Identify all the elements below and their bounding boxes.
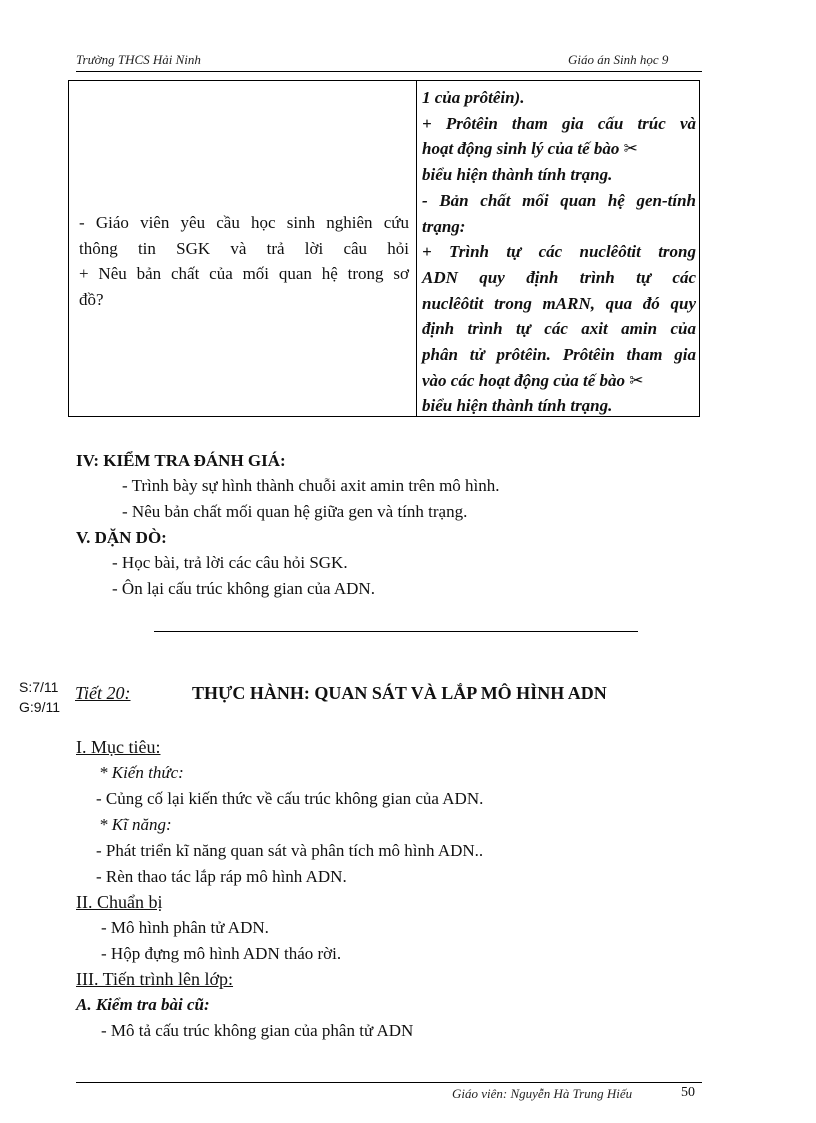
section-4-item: - Trình bày sự hình thành chuỗi axit amin trên mô hình. xyxy=(122,476,500,495)
preparation-title: II. Chuẩn bị xyxy=(76,892,163,912)
objectives-title: I. Mục tiêu: xyxy=(76,737,161,757)
process-sub-a-item: - Mô tả cấu trúc không gian của phân tử ADN xyxy=(101,1021,414,1040)
table-right-cell xyxy=(422,85,696,419)
preparation-item: - Hộp đựng mô hình ADN tháo rời. xyxy=(101,944,342,963)
header-school: Trường THCS Hải Ninh xyxy=(76,52,201,67)
section-5-item: - Học bài, trả lời các câu hỏi SGK. xyxy=(112,553,348,572)
table-column-divider xyxy=(416,81,417,416)
page-number: 50 xyxy=(681,1085,695,1100)
right-line-with-icon xyxy=(422,368,696,394)
section-5-item: - Ôn lại cấu trúc không gian của ADN. xyxy=(112,579,375,598)
right-line: định trình tự các axit amin của xyxy=(422,319,696,339)
date-teach: G:9/11 xyxy=(19,699,60,715)
section-separator xyxy=(154,631,638,632)
right-line: vào các hoạt động của tế bào xyxy=(422,370,626,390)
header-subject: Giáo án Sinh học 9 xyxy=(568,52,669,67)
right-line: hoạt động sinh lý của tế bào xyxy=(422,139,620,159)
right-line: biểu hiện thành tính trạng. xyxy=(422,396,613,416)
right-line: ADN quy định trình tự các xyxy=(422,267,696,287)
right-line: 1 của prôtêin). xyxy=(422,88,525,107)
lesson-title: THỰC HÀNH: QUAN SÁT VÀ LẮP MÔ HÌNH ADN xyxy=(192,683,607,703)
process-title: III. Tiến trình lên lớp: xyxy=(76,969,234,989)
right-line-with-icon xyxy=(422,136,696,162)
right-line: + Trình tự các nuclêôtit trong xyxy=(422,242,696,262)
table-left-cell xyxy=(79,210,409,313)
footer-teacher: Giáo viên: Nguyễn Hà Trung Hiếu xyxy=(452,1086,633,1101)
lesson-dates xyxy=(19,677,60,717)
skill-item: - Rèn thao tác lắp ráp mô hình ADN. xyxy=(96,867,347,886)
date-study: S:7/11 xyxy=(19,679,59,695)
preparation-item: - Mô hình phân tử ADN. xyxy=(101,918,269,937)
knowledge-item: - Củng cố lại kiến thức về cấu trúc không gian của ADN. xyxy=(96,789,484,808)
right-line: nuclêôtit trong mARN, qua đó quy xyxy=(422,293,696,313)
knowledge-label: * Kiến thức: xyxy=(99,763,184,782)
footer-rule xyxy=(76,1082,702,1083)
left-line: - Giáo viên yêu cầu học sinh nghiên cứu xyxy=(79,213,409,232)
right-line: phân tử prôtêin. Prôtêin tham gia xyxy=(422,345,696,365)
left-line: thông tin SGK và trả lời câu hỏi xyxy=(79,238,409,258)
right-line: biểu hiện thành tính trạng. xyxy=(422,165,613,185)
scissors-arrow-icon: ✂ xyxy=(629,370,644,390)
section-5-title: V. DẶN DÒ: xyxy=(76,528,167,547)
section-4-title: IV: KIỂM TRA ĐÁNH GIÁ: xyxy=(76,451,286,470)
process-sub-a: A. Kiểm tra bài cũ: xyxy=(76,995,210,1014)
skill-item: - Phát triển kĩ năng quan sát và phân tích mô hình ADN.. xyxy=(96,841,484,860)
right-line: - Bản chất mối quan hệ gen-tính xyxy=(422,190,696,210)
lesson-label: Tiết 20: xyxy=(75,683,131,703)
right-line: trạng: xyxy=(422,216,466,236)
header-rule xyxy=(76,71,702,72)
lesson-table xyxy=(68,80,700,417)
skills-label: * Kĩ năng: xyxy=(99,815,172,834)
left-line: đồ? xyxy=(79,290,104,310)
section-4-item: - Nêu bản chất mối quan hệ giữa gen và tính trạng. xyxy=(122,502,468,521)
scissors-arrow-icon: ✂ xyxy=(623,139,638,159)
left-line: + Nêu bản chất của mối quan hệ trong sơ xyxy=(79,264,409,284)
right-line: + Prôtêin tham gia cấu trúc và xyxy=(422,113,696,133)
